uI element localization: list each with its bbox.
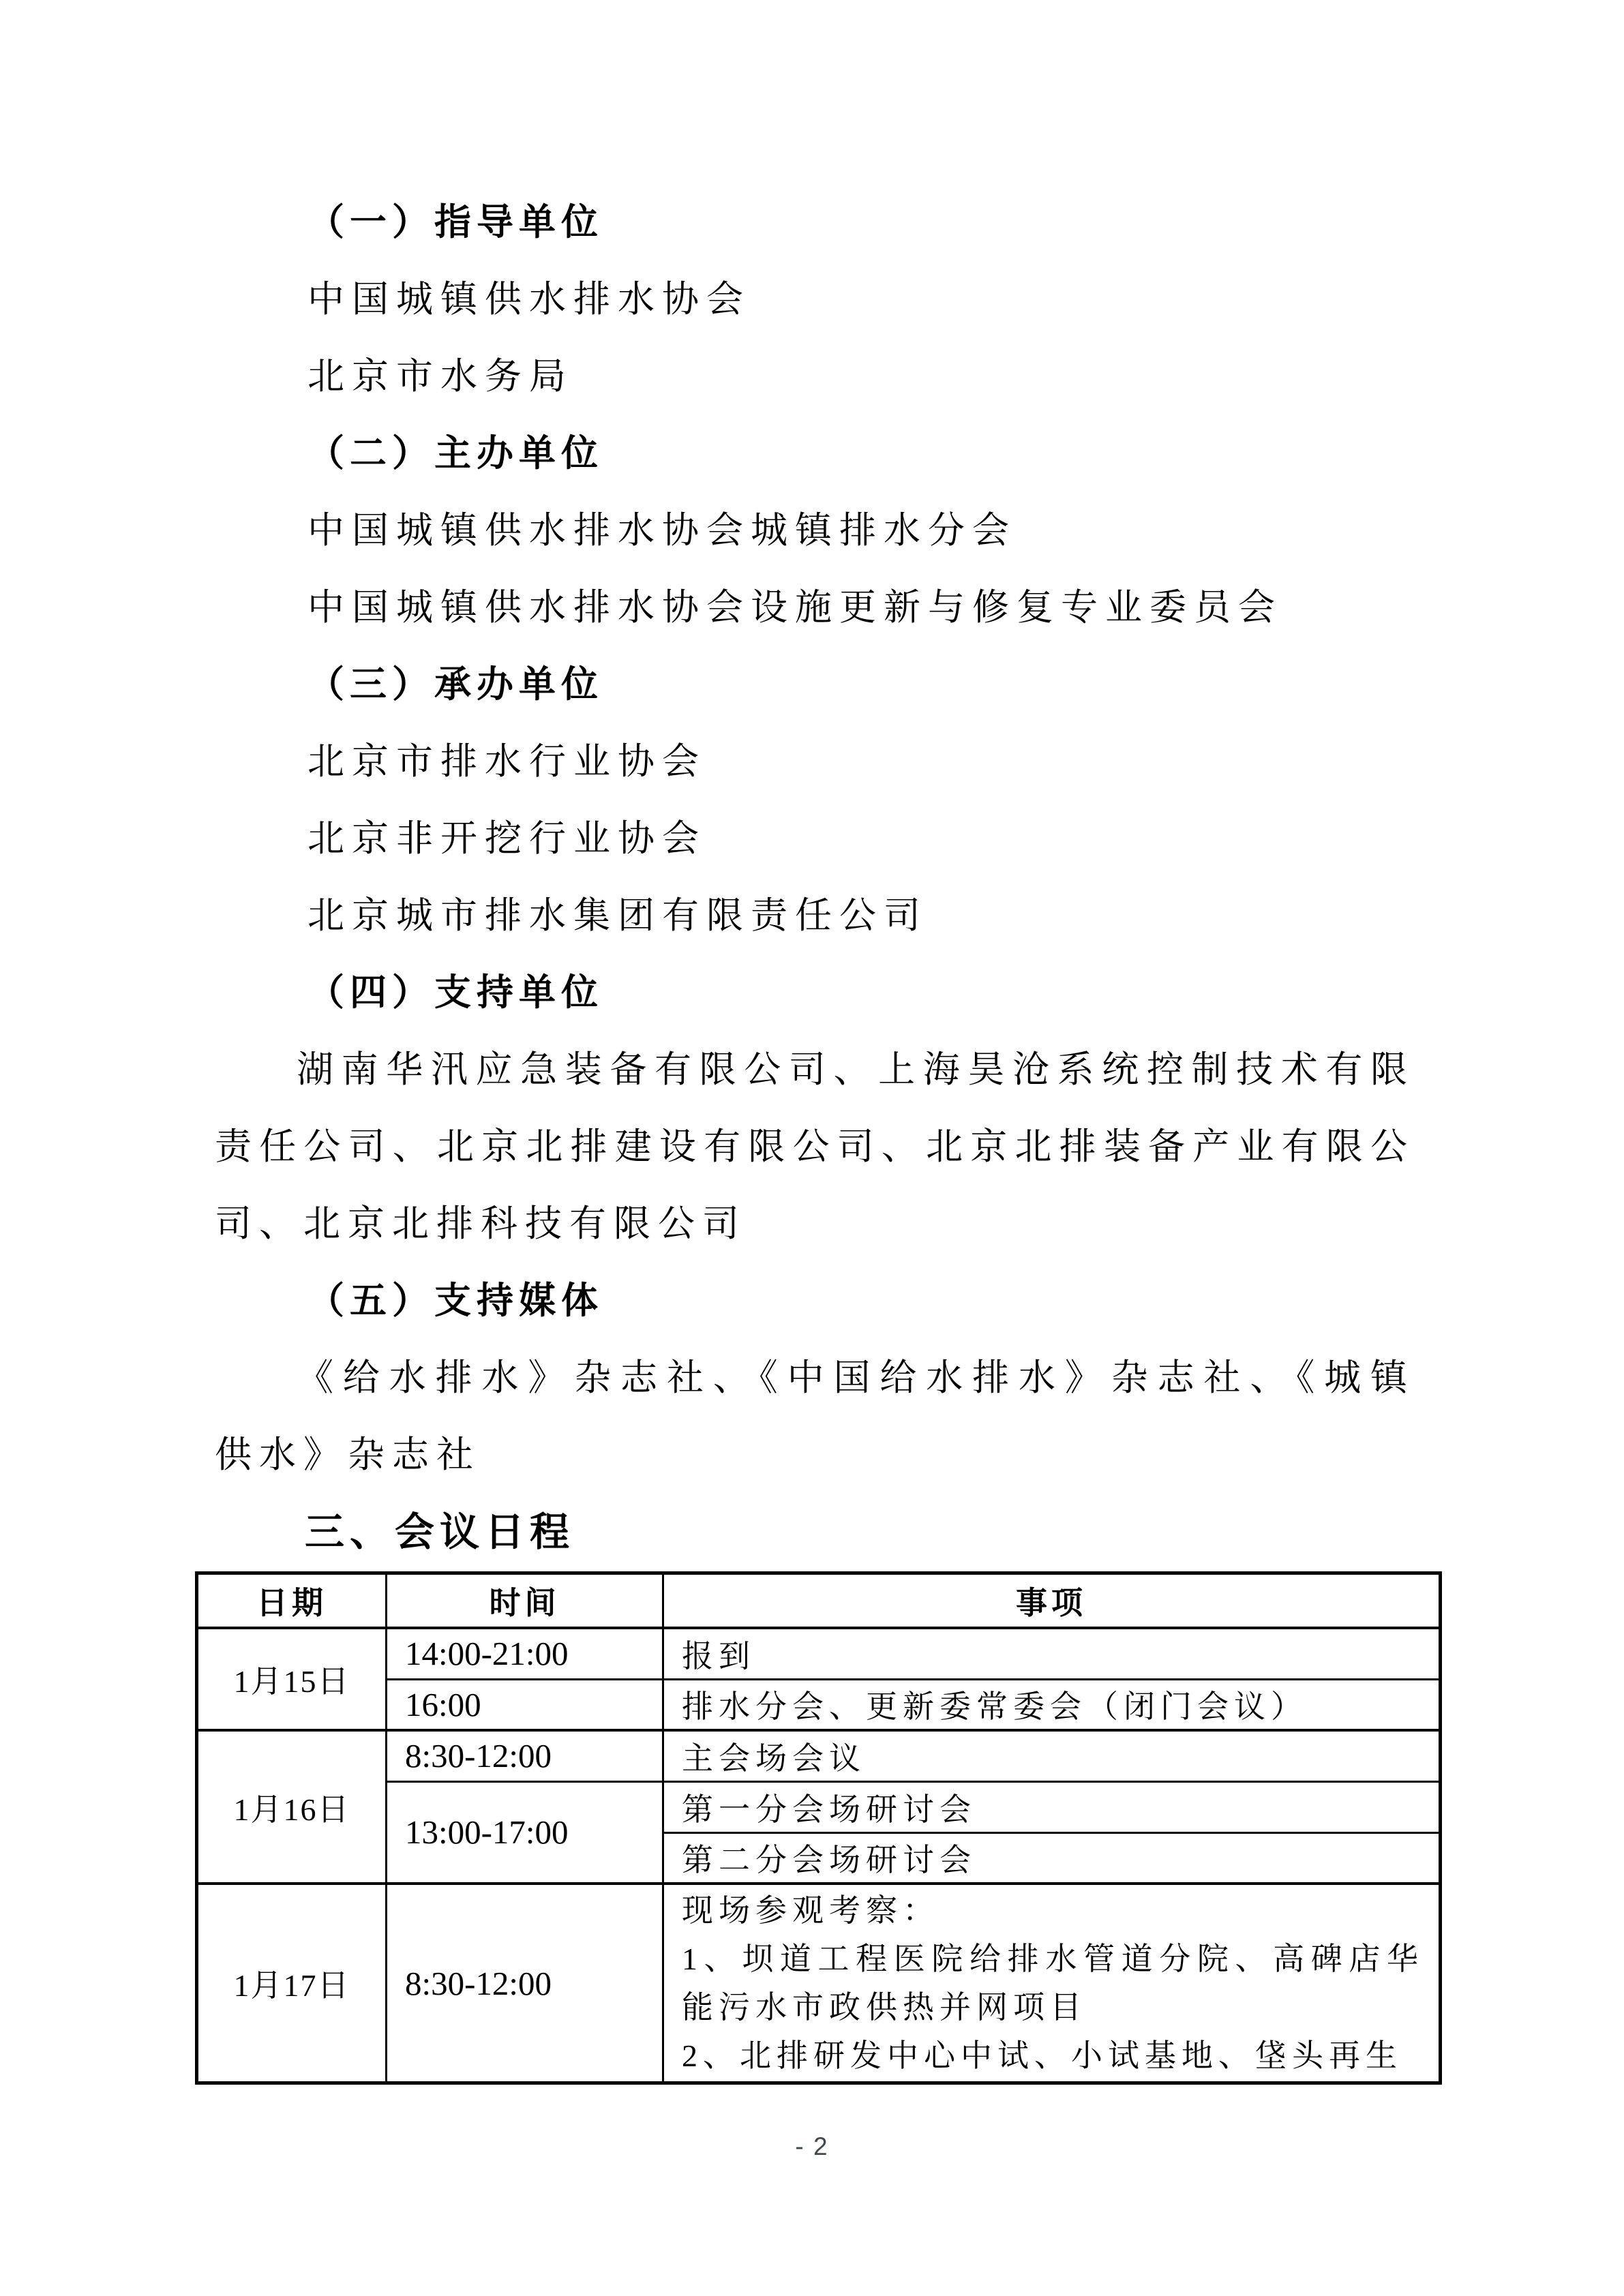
heading-organizer-units: （三）承办单位 xyxy=(307,664,603,705)
column-header-time: 时间 xyxy=(387,1573,663,1629)
org-name-line: 北京市排水行业协会 xyxy=(307,741,706,782)
item-line: 2、北排研发中心中试、小试基地、垡头再生 xyxy=(682,2038,1402,2073)
column-header-date: 日期 xyxy=(197,1573,387,1629)
item-cell: 第一分会场研讨会 xyxy=(663,1781,1441,1832)
paragraph-line: 供水》杂志社 xyxy=(215,1434,481,1475)
document-body xyxy=(215,184,1415,1571)
column-header-item: 事项 xyxy=(663,1573,1441,1629)
org-name-line: 中国城镇供水排水协会设施更新与修复专业委员会 xyxy=(307,587,1282,628)
agenda-section-title: 三、会议日程 xyxy=(305,1510,575,1554)
time-cell: 8:30-12:00 xyxy=(387,1884,663,2083)
item-cell xyxy=(663,1884,1441,2083)
agenda-table xyxy=(195,1571,1442,2085)
item-line: 1、坝道工程医院给排水管道分院、高碑店华 xyxy=(682,1942,1424,1976)
table-row xyxy=(197,1884,1441,2083)
table-row xyxy=(197,1628,1441,1679)
paragraph-line: 责任公司、北京北排建设有限公司、北京北排装备产业有限公 xyxy=(215,1126,1415,1167)
item-line: 现场参观考察： xyxy=(682,1893,939,1928)
org-name-line: 北京市水务局 xyxy=(307,356,573,397)
org-name-line: 北京非开挖行业协会 xyxy=(307,818,706,859)
org-name-line: 中国城镇供水排水协会城镇排水分会 xyxy=(307,510,1017,551)
time-cell: 13:00-17:00 xyxy=(387,1781,663,1884)
paragraph-line: 《给水排水》杂志社、《中国给水排水》杂志社、《城镇 xyxy=(297,1357,1415,1398)
time-cell: 16:00 xyxy=(387,1679,663,1730)
heading-support-units: （四）支持单位 xyxy=(307,972,603,1013)
heading-host-units: （二）主办单位 xyxy=(307,433,603,474)
org-name-line: 中国城镇供水排水协会 xyxy=(307,279,751,320)
date-cell-jan17: 1月17日 xyxy=(197,1884,387,2083)
heading-guidance-units: （一）指导单位 xyxy=(307,202,603,243)
item-cell: 第二分会场研讨会 xyxy=(663,1832,1441,1884)
item-cell: 主会场会议 xyxy=(663,1730,1441,1781)
heading-support-media: （五）支持媒体 xyxy=(307,1280,603,1321)
org-name-line: 北京城市排水集团有限责任公司 xyxy=(307,895,928,936)
paragraph-line: 湖南华汛应急装备有限公司、上海昊沧系统控制技术有限 xyxy=(297,1049,1415,1090)
item-line: 能污水市政供热并网项目 xyxy=(682,1990,1087,2025)
date-cell-jan15: 1月15日 xyxy=(197,1628,387,1730)
page-number: - 2 xyxy=(795,2132,829,2160)
item-cell: 排水分会、更新委常委会（闭门会议） xyxy=(663,1679,1441,1730)
time-cell: 14:00-21:00 xyxy=(387,1628,663,1679)
paragraph-line: 司、北京北排科技有限公司 xyxy=(215,1203,747,1244)
table-row xyxy=(197,1730,1441,1781)
table-header-row xyxy=(197,1573,1441,1629)
date-cell-jan16: 1月16日 xyxy=(197,1730,387,1884)
time-cell: 8:30-12:00 xyxy=(387,1730,663,1781)
item-cell: 报到 xyxy=(663,1628,1441,1679)
